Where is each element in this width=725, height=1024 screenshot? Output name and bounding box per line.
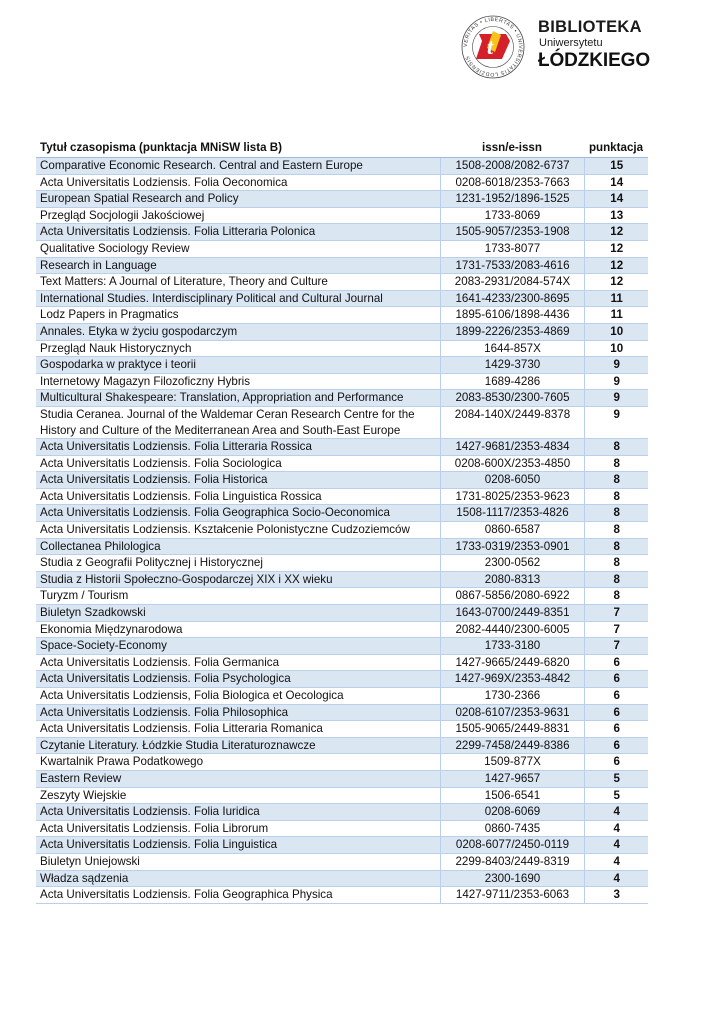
table-row <box>36 721 648 738</box>
table-row <box>36 240 648 257</box>
journal-title: Acta Universitatis Lodziensis. Folia Litteraria Romanica <box>36 721 440 738</box>
journal-title: Acta Universitatis Lodziensis. Folia Sociologica <box>36 455 440 472</box>
journal-points: 9 <box>584 357 648 374</box>
journal-points: 8 <box>584 439 648 456</box>
journal-title: Acta Universitatis Lodziensis, Folia Biologica et Oecologica <box>36 688 440 705</box>
journal-points: 4 <box>584 853 648 870</box>
journal-title: Acta Universitatis Lodziensis. Folia Iuridica <box>36 804 440 821</box>
journal-title: Research in Language <box>36 257 440 274</box>
journal-title: Annales. Etyka w życiu gospodarczym <box>36 323 440 340</box>
journal-title: Kwartalnik Prawa Podatkowego <box>36 754 440 771</box>
table-row <box>36 406 648 438</box>
table-row <box>36 224 648 241</box>
journal-points: 10 <box>584 323 648 340</box>
journal-title: Acta Universitatis Lodziensis. Folia Litteraria Polonica <box>36 224 440 241</box>
journal-title: International Studies. Interdisciplinary Political and Cultural Journal <box>36 290 440 307</box>
journal-issn: 2299-8403/2449-8319 <box>440 853 584 870</box>
journal-points: 7 <box>584 621 648 638</box>
journal-title: Collectanea Philologica <box>36 538 440 555</box>
journal-points: 8 <box>584 505 648 522</box>
journal-issn: 1231-1952/1896-1525 <box>440 191 584 208</box>
journal-title: Acta Universitatis Lodziensis. Folia Historica <box>36 472 440 489</box>
journal-issn: 2299-7458/2449-8386 <box>440 737 584 754</box>
journal-title: Turyzm / Tourism <box>36 588 440 605</box>
journal-issn: 1427-9657 <box>440 770 584 787</box>
journal-points: 8 <box>584 522 648 539</box>
journal-issn: 1505-9057/2353-1908 <box>440 224 584 241</box>
journal-points: 13 <box>584 207 648 224</box>
journal-issn: 1641-4233/2300-8695 <box>440 290 584 307</box>
journal-issn: 1505-9065/2449-8831 <box>440 721 584 738</box>
journal-title: Acta Universitatis Lodziensis. Folia Librorum <box>36 820 440 837</box>
journal-points: 6 <box>584 754 648 771</box>
journal-title: Acta Universitatis Lodziensis. Folia Psychologica <box>36 671 440 688</box>
journal-points: 15 <box>584 158 648 175</box>
table-row <box>36 257 648 274</box>
table-row <box>36 853 648 870</box>
table-row <box>36 804 648 821</box>
journal-issn: 2080-8313 <box>440 571 584 588</box>
journal-title: Studia z Geografii Politycznej i Historycznej <box>36 555 440 572</box>
journal-points: 12 <box>584 240 648 257</box>
logo-line-1: BIBLIOTEKA <box>538 18 642 36</box>
journal-title: Space-Society-Economy <box>36 638 440 655</box>
journal-title: European Spatial Research and Policy <box>36 191 440 208</box>
journal-title: Ekonomia Międzynarodowa <box>36 621 440 638</box>
journal-points: 12 <box>584 257 648 274</box>
seal-motto: VERITAS • LIBERTAS • UNIVERSITATIS LODZIENSIS <box>462 16 524 78</box>
journal-points: 3 <box>584 887 648 904</box>
table-row <box>36 837 648 854</box>
journal-points: 6 <box>584 688 648 705</box>
table-row <box>36 522 648 539</box>
journal-title: Studia Ceranea. Journal of the Waldemar Ceran Research Centre for the History and Culture of the Mediterranean Area and South-East Europe <box>36 406 440 438</box>
table-row <box>36 671 648 688</box>
table-body <box>36 158 648 904</box>
header-points: punktacja <box>584 139 648 158</box>
table-row <box>36 191 648 208</box>
journal-title: Acta Universitatis Lodziensis. Folia Philosophica <box>36 704 440 721</box>
journal-title: Acta Universitatis Lodziensis. Folia Oeconomica <box>36 174 440 191</box>
journal-points: 8 <box>584 472 648 489</box>
table-row <box>36 373 648 390</box>
journal-points: 6 <box>584 721 648 738</box>
journal-issn: 1899-2226/2353-4869 <box>440 323 584 340</box>
journal-issn: 1733-3180 <box>440 638 584 655</box>
journal-issn: 1427-9711/2353-6063 <box>440 887 584 904</box>
journal-points: 6 <box>584 654 648 671</box>
table-row <box>36 488 648 505</box>
journal-points: 14 <box>584 174 648 191</box>
journal-title: Acta Universitatis Lodziensis. Folia Geographica Socio-Oeconomica <box>36 505 440 522</box>
journal-points: 9 <box>584 390 648 407</box>
table-row <box>36 887 648 904</box>
journal-points: 8 <box>584 571 648 588</box>
journal-points: 8 <box>584 588 648 605</box>
journal-issn: 1427-9681/2353-4834 <box>440 439 584 456</box>
table-row <box>36 505 648 522</box>
journal-points: 4 <box>584 870 648 887</box>
logo-wordmark <box>538 18 668 72</box>
table-row <box>36 357 648 374</box>
journal-points: 10 <box>584 340 648 357</box>
table-row <box>36 340 648 357</box>
journal-issn: 1731-7533/2083-4616 <box>440 257 584 274</box>
journal-points: 11 <box>584 307 648 324</box>
journal-points: 12 <box>584 224 648 241</box>
table-row <box>36 390 648 407</box>
journal-points: 6 <box>584 671 648 688</box>
journals-table <box>36 139 648 904</box>
journal-title: Internetowy Magazyn Filozoficzny Hybris <box>36 373 440 390</box>
journal-title: Acta Universitatis Lodziensis. Folia Linguistica Rossica <box>36 488 440 505</box>
journal-issn: 1427-969X/2353-4842 <box>440 671 584 688</box>
journal-title: Acta Universitatis Lodziensis. Folia Litteraria Rossica <box>36 439 440 456</box>
journal-issn: 0208-6077/2450-0119 <box>440 837 584 854</box>
journal-issn: 1643-0700/2449-8351 <box>440 605 584 622</box>
table-row <box>36 870 648 887</box>
table-row <box>36 439 648 456</box>
journal-title: Acta Universitatis Lodziensis. Kształcenie Polonistyczne Cudzoziemców <box>36 522 440 539</box>
logo-line-3: ŁÓDZKIEGO <box>538 50 651 71</box>
journal-title: Multicultural Shakespeare: Translation, Appropriation and Performance <box>36 390 440 407</box>
journal-points: 5 <box>584 787 648 804</box>
table-row <box>36 638 648 655</box>
university-seal-icon <box>460 14 526 80</box>
table-row <box>36 621 648 638</box>
journal-title: Text Matters: A Journal of Literature, Theory and Culture <box>36 274 440 291</box>
table-row <box>36 820 648 837</box>
journal-points: 8 <box>584 555 648 572</box>
journal-issn: 0208-6069 <box>440 804 584 821</box>
journal-title: Biuletyn Uniejowski <box>36 853 440 870</box>
journal-title: Acta Universitatis Lodziensis. Folia Geographica Physica <box>36 887 440 904</box>
table-row <box>36 770 648 787</box>
table-row <box>36 158 648 175</box>
table-row <box>36 307 648 324</box>
table-row <box>36 290 648 307</box>
table-row <box>36 555 648 572</box>
journal-issn: 0860-6587 <box>440 522 584 539</box>
journal-issn: 2082-4440/2300-6005 <box>440 621 584 638</box>
journal-issn: 0208-6107/2353-9631 <box>440 704 584 721</box>
journal-issn: 0208-6050 <box>440 472 584 489</box>
table-row <box>36 455 648 472</box>
table-row <box>36 605 648 622</box>
journal-issn: 1429-3730 <box>440 357 584 374</box>
header-title: Tytuł czasopisma (punktacja MNiSW lista B) <box>36 139 440 158</box>
journal-points: 8 <box>584 488 648 505</box>
journal-issn: 1689-4286 <box>440 373 584 390</box>
journal-issn: 1427-9665/2449-6820 <box>440 654 584 671</box>
journal-points: 7 <box>584 638 648 655</box>
journal-issn: 1731-8025/2353-9623 <box>440 488 584 505</box>
journal-issn: 2083-2931/2084-574X <box>440 274 584 291</box>
journal-points: 12 <box>584 274 648 291</box>
journal-issn: 2300-0562 <box>440 555 584 572</box>
journal-issn: 1509-877X <box>440 754 584 771</box>
table-row <box>36 571 648 588</box>
journal-issn: 2083-8530/2300-7605 <box>440 390 584 407</box>
journal-issn: 2300-1690 <box>440 870 584 887</box>
table-row <box>36 472 648 489</box>
journal-title: Przegląd Nauk Historycznych <box>36 340 440 357</box>
table-row <box>36 538 648 555</box>
journal-issn: 1508-2008/2082-6737 <box>440 158 584 175</box>
journal-title: Lodz Papers in Pragmatics <box>36 307 440 324</box>
journal-title: Comparative Economic Research. Central and Eastern Europe <box>36 158 440 175</box>
journal-issn: 1895-6106/1898-4436 <box>440 307 584 324</box>
journal-points: 14 <box>584 191 648 208</box>
journal-points: 8 <box>584 538 648 555</box>
journal-issn: 1644-857X <box>440 340 584 357</box>
table-row <box>36 787 648 804</box>
table-row <box>36 737 648 754</box>
journal-title: Acta Universitatis Lodziensis. Folia Linguistica <box>36 837 440 854</box>
journal-title: Qualitative Sociology Review <box>36 240 440 257</box>
journal-points: 11 <box>584 290 648 307</box>
journal-points: 5 <box>584 770 648 787</box>
journal-points: 4 <box>584 820 648 837</box>
seal-letter: t <box>486 34 494 59</box>
table-row <box>36 704 648 721</box>
journal-title: Gospodarka w praktyce i teorii <box>36 357 440 374</box>
journal-title: Studia z Historii Społeczno-Gospodarczej XIX i XX wieku <box>36 571 440 588</box>
journal-issn: 1508-1117/2353-4826 <box>440 505 584 522</box>
journal-issn: 1733-8069 <box>440 207 584 224</box>
journal-issn: 1506-6541 <box>440 787 584 804</box>
journal-points: 4 <box>584 804 648 821</box>
journal-title: Eastern Review <box>36 770 440 787</box>
journal-issn: 1730-2366 <box>440 688 584 705</box>
table-row <box>36 174 648 191</box>
journal-title: Acta Universitatis Lodziensis. Folia Germanica <box>36 654 440 671</box>
journal-title: Biuletyn Szadkowski <box>36 605 440 622</box>
journal-points: 9 <box>584 373 648 390</box>
journal-issn: 0860-7435 <box>440 820 584 837</box>
table-row <box>36 654 648 671</box>
journal-points: 6 <box>584 704 648 721</box>
journal-points: 4 <box>584 837 648 854</box>
library-logo <box>460 14 660 78</box>
journal-title: Przegląd Socjologii Jakościowej <box>36 207 440 224</box>
table-row <box>36 588 648 605</box>
logo-line-2: Uniwersytetu <box>539 37 603 49</box>
table-row <box>36 207 648 224</box>
table-row <box>36 688 648 705</box>
table-header-row <box>36 139 648 158</box>
journal-issn: 1733-8077 <box>440 240 584 257</box>
table-row <box>36 754 648 771</box>
journal-issn: 0208-600X/2353-4850 <box>440 455 584 472</box>
journal-points: 9 <box>584 406 648 438</box>
journal-issn: 1733-0319/2353-0901 <box>440 538 584 555</box>
journal-title: Czytanie Literatury. Łódzkie Studia Literaturoznawcze <box>36 737 440 754</box>
journal-issn: 0867-5856/2080-6922 <box>440 588 584 605</box>
table-row <box>36 274 648 291</box>
journal-title: Władza sądzenia <box>36 870 440 887</box>
journal-title: Zeszyty Wiejskie <box>36 787 440 804</box>
journal-issn: 2084-140X/2449-8378 <box>440 406 584 438</box>
journal-points: 6 <box>584 737 648 754</box>
journal-issn: 0208-6018/2353-7663 <box>440 174 584 191</box>
journal-points: 8 <box>584 455 648 472</box>
journal-points: 7 <box>584 605 648 622</box>
table-row <box>36 323 648 340</box>
header-issn: issn/e-issn <box>440 139 584 158</box>
